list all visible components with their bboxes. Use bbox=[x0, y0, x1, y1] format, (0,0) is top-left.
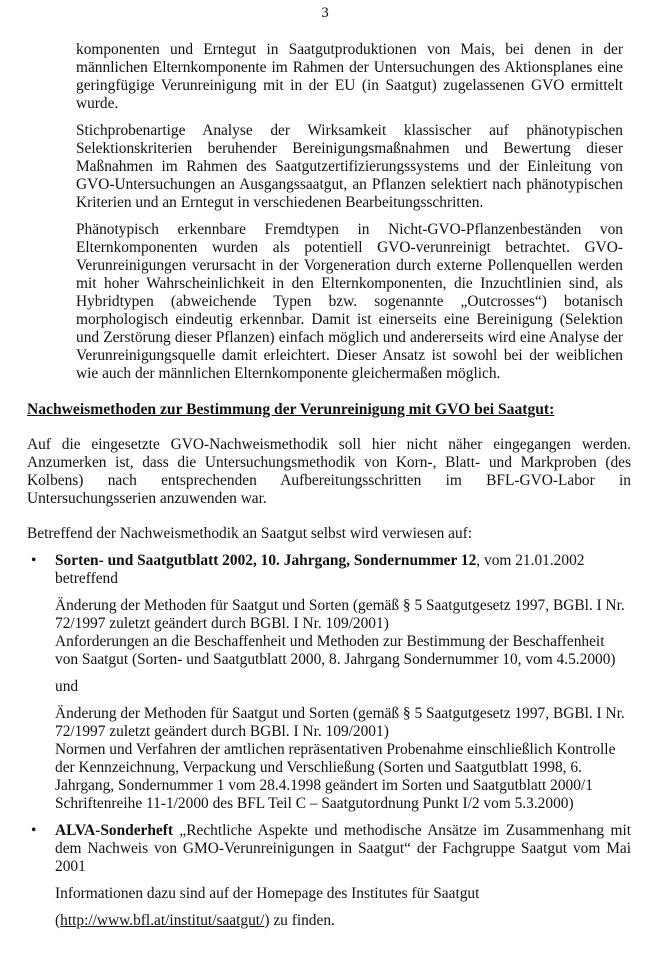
bullet-title-rest: , vom 21.01.2002 betreffend bbox=[55, 552, 585, 587]
bullet-info: Informationen dazu sind auf der Homepage des Institutes für Saatgut bbox=[55, 885, 480, 902]
subtext-line: Normen und Verfahren der amtlichen repräsentativen Probenahme einschließlich Kontrolle der Kennzeichnung, Verpackung und Verschließung (Sorten und Saatgutblatt 1998, 6. Jahrgang, Sondernummer 1 vom 28.4.1998 geändert im Sorten und Saatgutblatt 2000/1 Schriftenreihe 11-1/2000 des BFL Teil C – Saatgutordnung Punkt I/2 vom 5.3.2000) bbox=[55, 741, 616, 812]
bullet-link-line bbox=[55, 912, 631, 930]
methods-paragraph: Auf die eingesetzte GVO-Nachweismethodik soll hier nicht näher eingegangen werden. Anzumerken ist, dass die Untersuchungsmethodik von Korn-, Blatt- und Markproben (des Kolbens) nach entsprechenden Aufbereitungsschritten im BFL-GVO-Labor in Untersuchungsserien anzuwenden war. bbox=[27, 436, 631, 507]
subtext-line: Änderung der Methoden für Saatgut und Sorten (gemäß § 5 Saatgutgesetz 1997, BGBl. I Nr. 72/1997 zuletzt geändert durch BGBl. I Nr. 109/2001) bbox=[55, 597, 625, 632]
page-number: 3 bbox=[321, 5, 329, 21]
bullet-title bbox=[55, 552, 631, 588]
reference-bullet bbox=[27, 822, 631, 930]
intro-section bbox=[76, 41, 623, 392]
bullet-icon: • bbox=[31, 552, 37, 569]
bullet-title-rest: „Rechtliche Aspekte und methodische Ansätze im Zusammenhang mit dem Nachweis von GMO-Verunreinigungen in Saatgut“ der Fachgruppe Saatgut vom Mai 2001 bbox=[55, 822, 631, 875]
reference-bullet bbox=[27, 552, 631, 813]
bullet-subtext bbox=[55, 597, 631, 669]
bullet-bold-title: Sorten- und Saatgutblatt 2002, 10. Jahrgang, Sondernummer 12 bbox=[55, 552, 477, 569]
intro-paragraph: komponenten und Erntegut in Saatgutproduktionen von Mais, bei denen in der männlichen Elternkomponente im Rahmen der Untersuchungen des Aktionsplanes eine geringfügige Verunreinigung mit in der EU (in Saatgut) zugelassenen GVO ermittelt wurde. bbox=[76, 41, 623, 112]
intro-paragraph: Stichprobenartige Analyse der Wirksamkeit klassischer auf phänotypischen Selektionskriterien beruhender Bereinigungsmaßnahmen und Bewertung dieser Maßnahmen im Rahmen des Saatgutzertifizierungssystems und der Einleitung von GVO-Untersuchungen an Ausgangssaatgut, an Pflanzen selektiert nach phänotypischen Kriterien und an Erntegut in verschiedenen Bearbeitungsschritten. bbox=[76, 122, 623, 211]
methods-section bbox=[27, 436, 631, 930]
link-paren-open: ( bbox=[55, 912, 61, 929]
subtext-line: Änderung der Methoden für Saatgut und Sorten (gemäß § 5 Saatgutgesetz 1997, BGBl. I Nr. 72/1997 zuletzt geändert durch BGBl. I Nr. 109/2001) bbox=[55, 705, 625, 740]
intro-paragraph: Phänotypisch erkennbare Fremdtypen in Nicht-GVO-Pflanzenbeständen von Elternkomponenten wurden als potentiell GVO-verunreinigt betrachtet. GVO-Verunreinigungen verursacht in der Vorgeneration durch externe Pollenquellen werden mit hoher Wahrscheinlichkeit in den Elternkomponenten, die Inzuchtlinien sind, als Hybridtypen (abweichende Typen bzw. sogenannte „Outcrosses“) botanisch morphologisch eindeutig erkennbar. Damit ist einerseits eine Bereinigung (Selektion und Zerstörung dieser Pflanzen) einfach möglich und andererseits wird eine Analyse der Verunreinigungsquelle damit erleichtert. Dieser Ansatz ist sowohl bei der weiblichen wie auch der männlichen Elternkomponente gleichermaßen möglich. bbox=[76, 221, 623, 382]
subtext-line: Anforderungen an die Beschaffenheit und Methoden zur Bestimmung der Beschaffenheit von Saatgut (Sorten- und Saatgutblatt 2000, 8. Jahrgang Sondernummer 10, vom 4.5.2000) bbox=[55, 633, 616, 668]
section-heading: Nachweismethoden zur Bestimmung der Verunreinigung mit GVO bei Saatgut: bbox=[27, 401, 555, 418]
bullet-icon: • bbox=[31, 822, 37, 839]
reference-intro: Betreffend der Nachweismethodik an Saatgut selbst wird verwiesen auf: bbox=[27, 525, 473, 542]
bullet-title bbox=[55, 822, 631, 876]
paragraph-spacer bbox=[27, 508, 631, 525]
link-suffix: ) zu finden. bbox=[264, 912, 335, 929]
bullet-bold-title: ALVA-Sonderheft bbox=[55, 822, 174, 839]
bullet-subtext bbox=[55, 705, 631, 813]
bullet-connector: und bbox=[55, 678, 79, 695]
institute-homepage-link[interactable]: http://www.bfl.at/institut/saatgut/ bbox=[60, 912, 265, 929]
